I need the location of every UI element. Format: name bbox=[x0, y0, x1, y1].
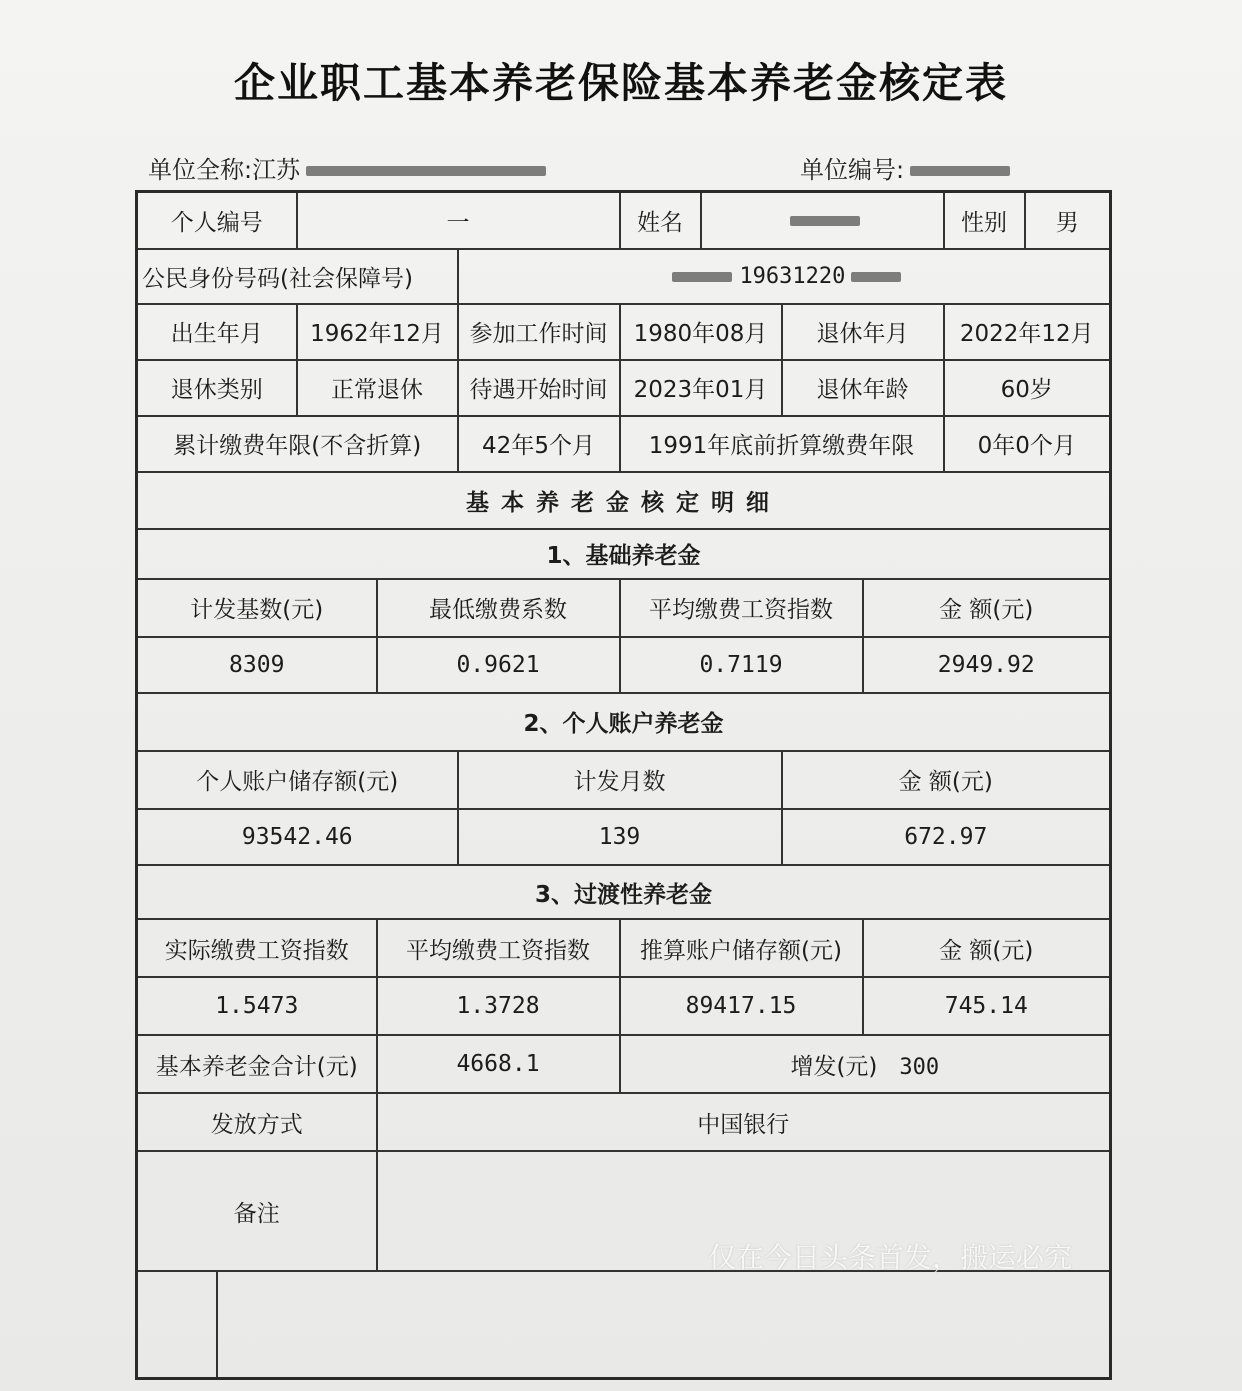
retire-age-label: 退休年龄 bbox=[782, 360, 944, 416]
contrib-years-label: 累计缴费年限(不含折算) bbox=[137, 416, 458, 472]
increase-value: 300 bbox=[899, 1054, 940, 1080]
work-start-label: 参加工作时间 bbox=[458, 304, 620, 360]
name-label: 姓名 bbox=[620, 192, 701, 249]
blank-cell bbox=[137, 1271, 217, 1378]
row-basic-title bbox=[137, 529, 1111, 579]
unit-name bbox=[148, 150, 546, 185]
basic-value: 2949.92 bbox=[863, 637, 1111, 693]
total-label: 基本养老金合计(元) bbox=[137, 1035, 377, 1093]
account-value: 93542.46 bbox=[137, 809, 458, 865]
blank-cell bbox=[217, 1271, 1111, 1378]
row-retire bbox=[137, 360, 1111, 416]
increase-cell bbox=[620, 1035, 1111, 1093]
gender-value: 男 bbox=[1025, 192, 1111, 249]
pre1991-value: 0年0个月 bbox=[944, 416, 1111, 472]
id-number: 19631220 bbox=[739, 264, 846, 290]
transitional-pension-title: 3、过渡性养老金 bbox=[137, 865, 1111, 919]
basic-pension-title: 1、基础养老金 bbox=[137, 529, 1111, 579]
row-total bbox=[137, 1035, 1111, 1093]
redaction-mark bbox=[851, 272, 901, 282]
redaction-mark bbox=[306, 166, 546, 176]
row-personal bbox=[137, 192, 1111, 249]
account-value: 672.97 bbox=[782, 809, 1111, 865]
row-contrib bbox=[137, 416, 1111, 472]
row-account-title bbox=[137, 693, 1111, 751]
basic-header: 计发基数(元) bbox=[137, 579, 377, 637]
transitional-header: 平均缴费工资指数 bbox=[377, 919, 620, 977]
watermark-text: 仅在今日头条首发，搬运必究 bbox=[708, 1241, 1073, 1274]
basic-header: 平均缴费工资指数 bbox=[620, 579, 863, 637]
unit-name-value: 江苏 bbox=[252, 156, 301, 184]
transitional-header: 实际缴费工资指数 bbox=[137, 919, 377, 977]
payment-label: 发放方式 bbox=[137, 1093, 377, 1151]
document-title: 企业职工基本养老保险基本养老金核定表 bbox=[234, 59, 1008, 107]
row-payment bbox=[137, 1093, 1111, 1151]
retire-month-label: 退休年月 bbox=[782, 304, 944, 360]
basic-header: 金 额(元) bbox=[863, 579, 1111, 637]
contrib-years-value: 42年5个月 bbox=[458, 416, 620, 472]
retire-age-value: 60岁 bbox=[944, 360, 1111, 416]
redaction-mark bbox=[790, 216, 860, 226]
row-basic-headers bbox=[137, 579, 1111, 637]
row-basic-values bbox=[137, 637, 1111, 693]
basic-value: 0.7119 bbox=[620, 637, 863, 693]
row-detail-title bbox=[137, 472, 1111, 529]
row-transitional-title bbox=[137, 865, 1111, 919]
remarks-label: 备注 bbox=[137, 1151, 377, 1271]
account-value: 139 bbox=[458, 809, 782, 865]
personal-no-value: 一 bbox=[297, 192, 620, 249]
redaction-mark bbox=[672, 272, 732, 282]
transitional-value: 89417.15 bbox=[620, 977, 863, 1035]
id-value bbox=[458, 249, 1111, 304]
unit-name-label: 单位全称: bbox=[148, 156, 253, 184]
name-value bbox=[701, 192, 944, 249]
unit-number bbox=[800, 150, 1010, 185]
payment-value: 中国银行 bbox=[377, 1093, 1111, 1151]
basic-value: 8309 bbox=[137, 637, 377, 693]
personal-no-label: 个人编号 bbox=[137, 192, 297, 249]
increase-label: 增发(元) bbox=[790, 1053, 878, 1080]
transitional-header: 推算账户储存额(元) bbox=[620, 919, 863, 977]
account-header: 个人账户储存额(元) bbox=[137, 751, 458, 809]
account-header: 计发月数 bbox=[458, 751, 782, 809]
retire-type-value: 正常退休 bbox=[297, 360, 458, 416]
personal-account-title: 2、个人账户养老金 bbox=[137, 693, 1111, 751]
basic-header: 最低缴费系数 bbox=[377, 579, 620, 637]
retire-type-label: 退休类别 bbox=[137, 360, 297, 416]
benefit-start-label: 待遇开始时间 bbox=[458, 360, 620, 416]
pre1991-label: 1991年底前折算缴费年限 bbox=[620, 416, 944, 472]
transitional-value: 745.14 bbox=[863, 977, 1111, 1035]
row-id bbox=[137, 249, 1111, 304]
row-account-headers bbox=[137, 751, 1111, 809]
row-dates bbox=[137, 304, 1111, 360]
benefit-start-value: 2023年01月 bbox=[620, 360, 782, 416]
redaction-mark bbox=[910, 166, 1010, 176]
total-value: 4668.1 bbox=[377, 1035, 620, 1093]
id-label: 公民身份号码(社会保障号) bbox=[137, 249, 458, 304]
row-blank bbox=[137, 1271, 1111, 1378]
row-account-values bbox=[137, 809, 1111, 865]
transitional-header: 金 额(元) bbox=[863, 919, 1111, 977]
birth-label: 出生年月 bbox=[137, 304, 297, 360]
account-header: 金 额(元) bbox=[782, 751, 1111, 809]
row-transitional-headers bbox=[137, 919, 1111, 977]
birth-value: 1962年12月 bbox=[297, 304, 458, 360]
transitional-value: 1.5473 bbox=[137, 977, 377, 1035]
retire-month-value: 2022年12月 bbox=[944, 304, 1111, 360]
gender-label: 性别 bbox=[944, 192, 1025, 249]
pension-form-table bbox=[135, 190, 1112, 1380]
transitional-value: 1.3728 bbox=[377, 977, 620, 1035]
unit-number-label: 单位编号: bbox=[800, 156, 905, 184]
work-start-value: 1980年08月 bbox=[620, 304, 782, 360]
detail-title: 基本养老金核定明细 bbox=[137, 472, 1111, 529]
row-transitional-values bbox=[137, 977, 1111, 1035]
basic-value: 0.9621 bbox=[377, 637, 620, 693]
